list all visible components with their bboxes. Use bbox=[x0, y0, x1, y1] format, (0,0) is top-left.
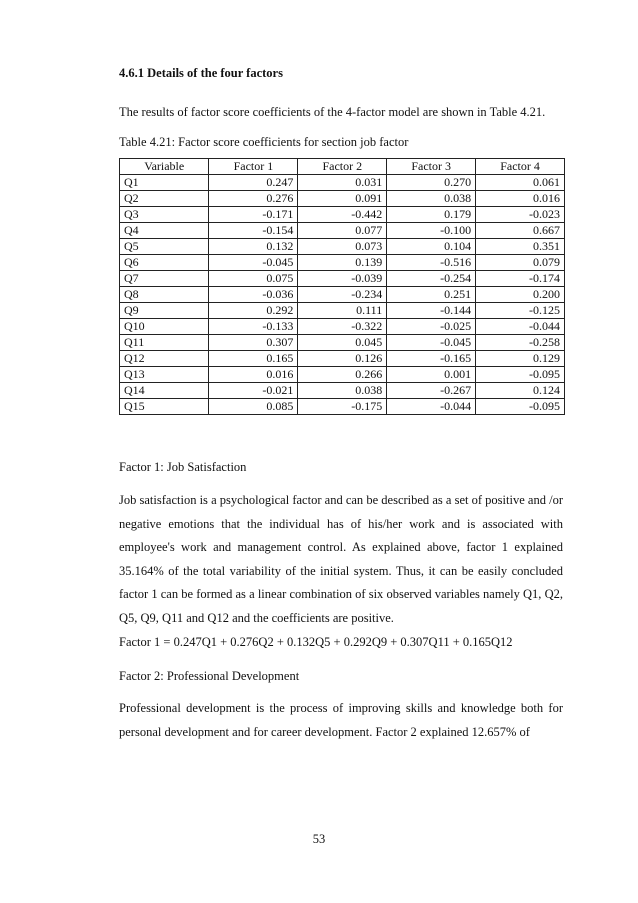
header-factor-2: Factor 2 bbox=[298, 159, 387, 175]
cell-factor-3: 0.179 bbox=[387, 207, 476, 223]
cell-factor-4: 0.079 bbox=[476, 255, 565, 271]
cell-factor-1: 0.075 bbox=[209, 271, 298, 287]
cell-factor-2: 0.111 bbox=[298, 303, 387, 319]
cell-factor-3: 0.251 bbox=[387, 287, 476, 303]
table-row bbox=[120, 255, 565, 271]
cell-factor-3: -0.516 bbox=[387, 255, 476, 271]
cell-factor-3: -0.267 bbox=[387, 383, 476, 399]
cell-factor-3: 0.270 bbox=[387, 175, 476, 191]
cell-factor-4: 0.124 bbox=[476, 383, 565, 399]
cell-variable: Q15 bbox=[120, 399, 209, 415]
cell-factor-4: -0.023 bbox=[476, 207, 565, 223]
cell-factor-1: 0.016 bbox=[209, 367, 298, 383]
cell-factor-1: 0.165 bbox=[209, 351, 298, 367]
cell-factor-2: -0.442 bbox=[298, 207, 387, 223]
cell-factor-4: 0.667 bbox=[476, 223, 565, 239]
table-row bbox=[120, 207, 565, 223]
cell-variable: Q14 bbox=[120, 383, 209, 399]
cell-variable: Q5 bbox=[120, 239, 209, 255]
cell-factor-3: -0.100 bbox=[387, 223, 476, 239]
cell-variable: Q8 bbox=[120, 287, 209, 303]
cell-variable: Q3 bbox=[120, 207, 209, 223]
table-row bbox=[120, 287, 565, 303]
cell-factor-3: 0.001 bbox=[387, 367, 476, 383]
cell-variable: Q9 bbox=[120, 303, 209, 319]
header-variable: Variable bbox=[120, 159, 209, 175]
cell-factor-3: -0.044 bbox=[387, 399, 476, 415]
cell-variable: Q1 bbox=[120, 175, 209, 191]
cell-factor-2: -0.234 bbox=[298, 287, 387, 303]
cell-factor-1: -0.045 bbox=[209, 255, 298, 271]
cell-factor-2: 0.031 bbox=[298, 175, 387, 191]
cell-factor-1: -0.154 bbox=[209, 223, 298, 239]
cell-factor-3: -0.025 bbox=[387, 319, 476, 335]
cell-factor-1: 0.085 bbox=[209, 399, 298, 415]
cell-factor-1: -0.036 bbox=[209, 287, 298, 303]
cell-factor-4: -0.125 bbox=[476, 303, 565, 319]
cell-factor-3: 0.104 bbox=[387, 239, 476, 255]
cell-factor-2: -0.039 bbox=[298, 271, 387, 287]
table-row bbox=[120, 175, 565, 191]
table-caption: Table 4.21: Factor score coefficients for section job factor bbox=[119, 135, 409, 149]
factor-score-table bbox=[119, 158, 565, 415]
cell-factor-1: 0.276 bbox=[209, 191, 298, 207]
factor-2-title: Factor 2: Professional Development bbox=[119, 669, 300, 683]
cell-factor-4: 0.129 bbox=[476, 351, 565, 367]
cell-factor-2: 0.091 bbox=[298, 191, 387, 207]
cell-factor-3: -0.144 bbox=[387, 303, 476, 319]
table-row bbox=[120, 239, 565, 255]
cell-factor-1: -0.171 bbox=[209, 207, 298, 223]
cell-factor-3: -0.254 bbox=[387, 271, 476, 287]
cell-factor-3: -0.045 bbox=[387, 335, 476, 351]
cell-variable: Q6 bbox=[120, 255, 209, 271]
factor-1-title: Factor 1: Job Satisfaction bbox=[119, 460, 247, 474]
cell-factor-1: 0.307 bbox=[209, 335, 298, 351]
cell-factor-4: -0.095 bbox=[476, 399, 565, 415]
cell-factor-2: -0.322 bbox=[298, 319, 387, 335]
cell-variable: Q13 bbox=[120, 367, 209, 383]
cell-factor-4: 0.016 bbox=[476, 191, 565, 207]
cell-factor-4: -0.095 bbox=[476, 367, 565, 383]
factor-1-paragraph: Job satisfaction is a psychological factor and can be described as a set of positive and /or negative emotions that the individual has of his/her work and is associated with employee's work and management control. As explained above, factor 1 explained 35.164% of the total variability of the initial system. Thus, it can be easily concluded factor 1 can be formed as a linear combination of six observed variables namely Q1, Q2, Q5, Q9, Q11 and Q12 and the coefficients are positive. bbox=[119, 493, 563, 625]
cell-factor-4: -0.258 bbox=[476, 335, 565, 351]
cell-factor-2: 0.077 bbox=[298, 223, 387, 239]
cell-variable: Q4 bbox=[120, 223, 209, 239]
cell-factor-2: 0.073 bbox=[298, 239, 387, 255]
intro-text: The results of factor score coefficients of the 4-factor model are shown in Table 4.21. bbox=[119, 105, 546, 119]
cell-factor-2: 0.126 bbox=[298, 351, 387, 367]
table-body bbox=[120, 175, 565, 415]
table-row bbox=[120, 383, 565, 399]
cell-variable: Q12 bbox=[120, 351, 209, 367]
factor-1-equation: Factor 1 = 0.247Q1 + 0.276Q2 + 0.132Q5 + 0.292Q9 + 0.307Q11 + 0.165Q12 bbox=[119, 635, 513, 649]
cell-factor-4: -0.044 bbox=[476, 319, 565, 335]
table-row bbox=[120, 351, 565, 367]
cell-factor-3: 0.038 bbox=[387, 191, 476, 207]
cell-variable: Q11 bbox=[120, 335, 209, 351]
table-row bbox=[120, 191, 565, 207]
cell-factor-2: 0.266 bbox=[298, 367, 387, 383]
table-row bbox=[120, 271, 565, 287]
table-header-row bbox=[120, 159, 565, 175]
cell-factor-4: 0.061 bbox=[476, 175, 565, 191]
table-row bbox=[120, 303, 565, 319]
table-row bbox=[120, 335, 565, 351]
cell-variable: Q7 bbox=[120, 271, 209, 287]
table-row bbox=[120, 399, 565, 415]
cell-factor-2: 0.139 bbox=[298, 255, 387, 271]
cell-factor-3: -0.165 bbox=[387, 351, 476, 367]
cell-factor-1: -0.133 bbox=[209, 319, 298, 335]
cell-factor-1: 0.247 bbox=[209, 175, 298, 191]
header-factor-3: Factor 3 bbox=[387, 159, 476, 175]
cell-factor-4: -0.174 bbox=[476, 271, 565, 287]
cell-factor-4: 0.351 bbox=[476, 239, 565, 255]
cell-factor-2: -0.175 bbox=[298, 399, 387, 415]
table-row bbox=[120, 319, 565, 335]
cell-variable: Q2 bbox=[120, 191, 209, 207]
cell-factor-2: 0.038 bbox=[298, 383, 387, 399]
cell-factor-1: 0.132 bbox=[209, 239, 298, 255]
header-factor-1: Factor 1 bbox=[209, 159, 298, 175]
factor-2-paragraph: Professional development is the process of improving skills and knowledge both for personal development and for career development. Factor 2 explained 12.657% of bbox=[119, 701, 563, 739]
cell-factor-1: -0.021 bbox=[209, 383, 298, 399]
section-heading: 4.6.1 Details of the four factors bbox=[119, 66, 283, 80]
header-factor-4: Factor 4 bbox=[476, 159, 565, 175]
cell-factor-1: 0.292 bbox=[209, 303, 298, 319]
page-number: 53 bbox=[312, 832, 326, 846]
table-row bbox=[120, 223, 565, 239]
table-row bbox=[120, 367, 565, 383]
cell-variable: Q10 bbox=[120, 319, 209, 335]
cell-factor-4: 0.200 bbox=[476, 287, 565, 303]
cell-factor-2: 0.045 bbox=[298, 335, 387, 351]
